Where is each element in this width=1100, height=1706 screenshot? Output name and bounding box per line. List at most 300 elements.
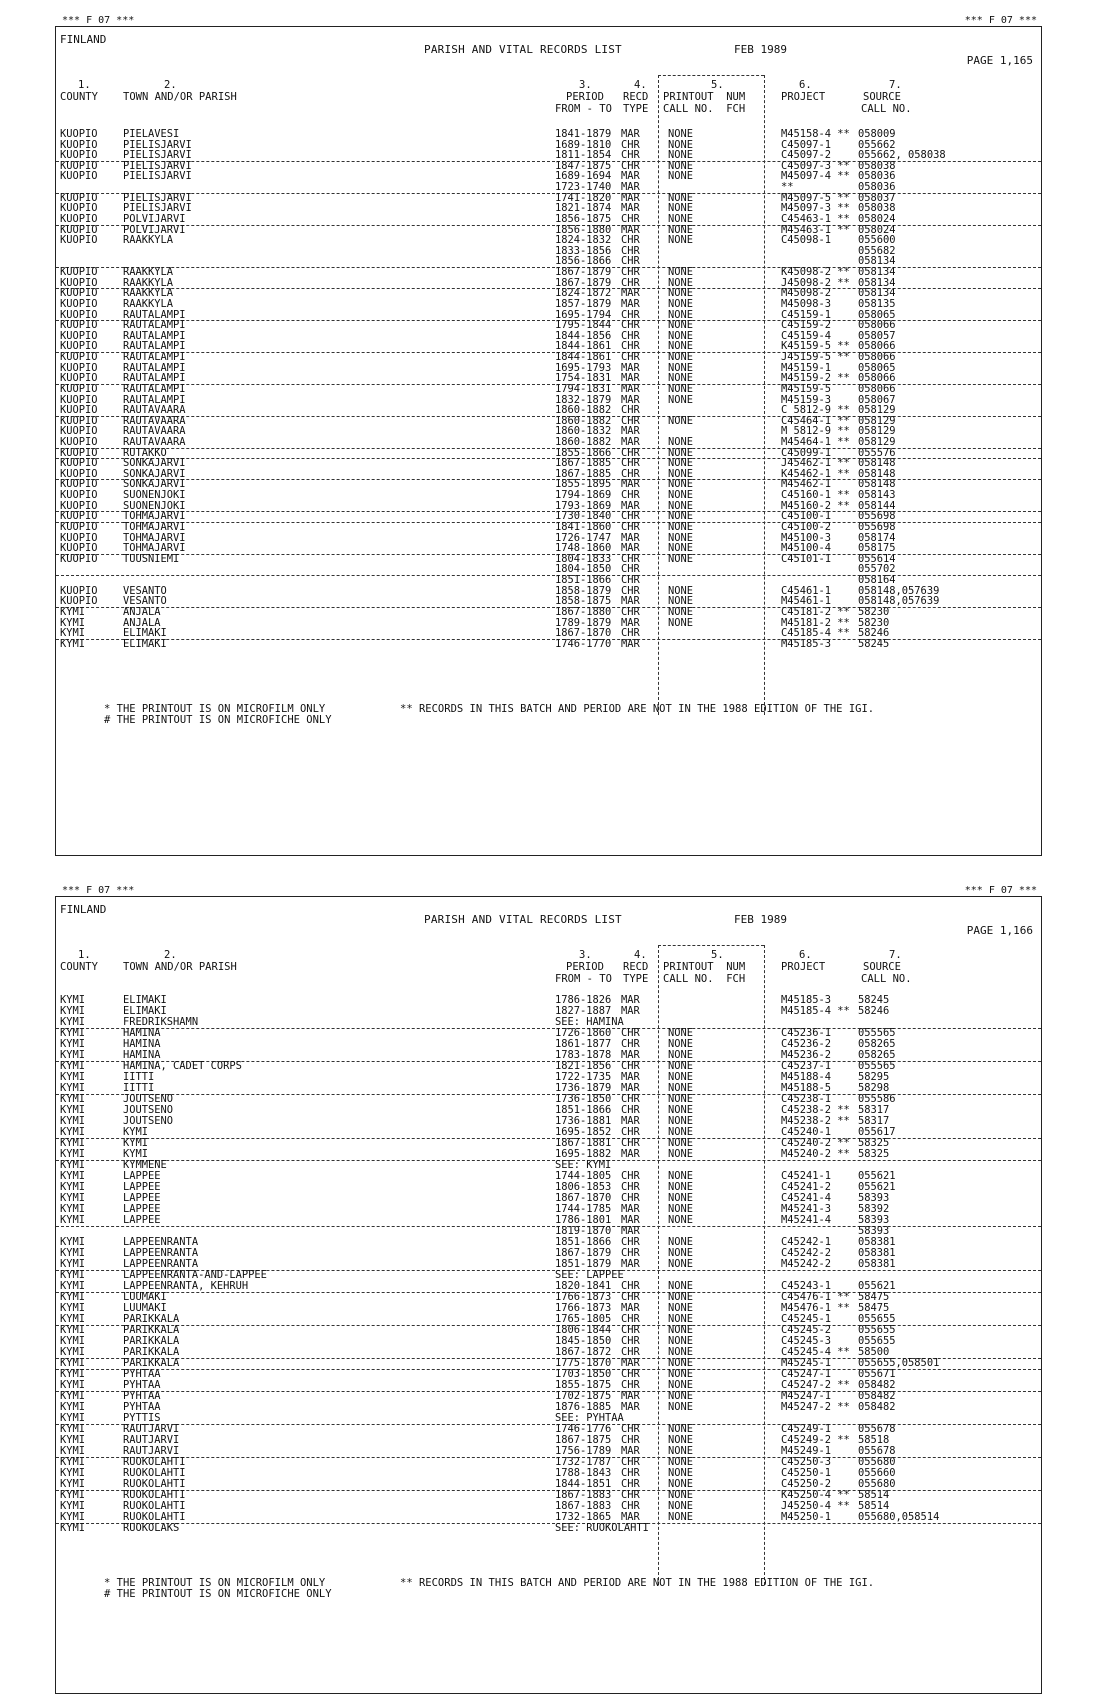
cell-record-type: CHR	[621, 1104, 640, 1116]
col4-number: 4.	[634, 79, 647, 91]
cell-printout: NONE	[668, 340, 694, 353]
cell-project: K45159-5 **	[781, 340, 850, 353]
cell-parish: RAUTALAMPI	[123, 393, 186, 406]
cell-printout: NONE	[668, 1137, 694, 1149]
cell-parish: POLVIJARVI	[123, 223, 186, 236]
cell-period: 1794-1869	[555, 489, 612, 502]
cell-record-type: CHR	[621, 1335, 640, 1347]
cell-source-call-no: 058381	[858, 1258, 896, 1270]
cell-record-type: MAR	[621, 531, 640, 544]
cell-period: 1819-1870	[555, 1225, 612, 1237]
cell-county: KYMI	[60, 1280, 86, 1292]
cell-county: KYMI	[60, 1192, 86, 1204]
cell-county: KYMI	[60, 1335, 86, 1347]
cell-county: KYMI	[60, 1126, 86, 1138]
cell-record-type: MAR	[621, 637, 640, 650]
cell-record-type: MAR	[621, 1203, 640, 1215]
cell-record-type: MAR	[621, 1357, 640, 1369]
cell-record-type: CHR	[621, 234, 640, 247]
cell-source-call-no: 58317	[858, 1115, 890, 1127]
cell-project: M45464-1 **	[781, 435, 850, 448]
cell-project: C45160-1 **	[781, 489, 850, 502]
cell-record-type: CHR	[621, 212, 640, 225]
cell-county: KUOPIO	[60, 404, 98, 417]
cell-county: KUOPIO	[60, 287, 98, 300]
table-row	[56, 1215, 1041, 1227]
col7-label: SOURCE	[863, 961, 901, 973]
table-row	[56, 1457, 1041, 1468]
note-microfilm: * THE PRINTOUT IS ON MICROFILM ONLY	[104, 1577, 326, 1589]
table-row	[56, 1281, 1041, 1293]
cell-record-type: MAR	[621, 595, 640, 608]
cell-parish: PYHTAA	[123, 1401, 161, 1413]
list-title: PARISH AND VITAL RECORDS LIST	[424, 43, 622, 56]
cell-project: M45188-5	[781, 1082, 832, 1094]
cell-county: KYMI	[60, 1038, 86, 1050]
cell-source-call-no: 055576	[858, 446, 896, 459]
cell-record-type: MAR	[621, 1148, 640, 1160]
cell-parish: PARIKKALA	[123, 1324, 180, 1336]
cell-printout: NONE	[668, 584, 694, 597]
cell-record-type: CHR	[621, 510, 640, 523]
table-row	[56, 1193, 1041, 1204]
cell-county: KYMI	[60, 1016, 86, 1028]
cell-source-call-no: 058143	[858, 489, 896, 502]
cell-printout: NONE	[668, 191, 694, 204]
cell-source-call-no: 58325	[858, 1148, 890, 1160]
cell-parish: RUOKOLAHTI	[123, 1478, 186, 1490]
cell-period: 1726-1747	[555, 531, 612, 544]
cell-source-call-no: 055678	[858, 1423, 896, 1435]
cell-period: 1867-1879	[555, 1247, 612, 1259]
cell-project: J45462-1 **	[781, 457, 850, 470]
cell-parish: ANJALA	[123, 605, 161, 618]
cell-period: 1789-1879	[555, 616, 612, 629]
cell-record-type: MAR	[621, 478, 640, 491]
cell-printout: NONE	[668, 212, 694, 225]
cell-source-call-no: 055565	[858, 1027, 896, 1039]
cell-printout: NONE	[668, 297, 694, 310]
cell-parish: RAUTALAMPI	[123, 372, 186, 385]
cell-record-type: CHR	[621, 1247, 640, 1259]
cell-source-call-no: 058065	[858, 361, 896, 374]
cell-parish: TOHMAJARVI	[123, 531, 186, 544]
cell-printout: NONE	[668, 1346, 694, 1358]
table-row	[56, 1435, 1041, 1446]
cell-project: M45185-3	[781, 637, 832, 650]
cell-record-type: MAR	[621, 128, 640, 140]
cell-source-call-no: 058144	[858, 499, 896, 512]
table-row	[56, 1248, 1041, 1259]
cell-source-call-no: 058134	[858, 287, 896, 300]
cell-project: K45250-4 **	[781, 1489, 850, 1501]
table-row	[56, 299, 1041, 310]
cell-county: KYMI	[60, 1027, 86, 1039]
cell-period: 1723-1740	[555, 181, 612, 194]
cell-county: KUOPIO	[60, 191, 98, 204]
cell-parish: RAUTALAMPI	[123, 329, 186, 342]
cell-period: 1736-1879	[555, 1082, 612, 1094]
cell-county: KUOPIO	[60, 584, 98, 597]
cell-source-call-no: 055565	[858, 1060, 896, 1072]
cell-parish: KYMI	[123, 1137, 149, 1149]
cell-printout: NONE	[668, 287, 694, 300]
cell-parish: ELIMAKI	[123, 627, 167, 640]
cell-printout: NONE	[668, 1181, 694, 1193]
cell-printout: NONE	[668, 1445, 694, 1457]
cell-project: M45158-4 **	[781, 128, 850, 140]
cell-printout: NONE	[668, 382, 694, 395]
cell-period: 1844-1856	[555, 329, 612, 342]
cell-period: 1783-1878	[555, 1049, 612, 1061]
cell-record-type: MAR	[621, 616, 640, 629]
note-microfiche: # THE PRINTOUT IS ON MICROFICHE ONLY	[104, 714, 332, 726]
table-row	[56, 1160, 1041, 1171]
cell-source-call-no: 58298	[858, 1082, 890, 1094]
cell-period: 1703-1850	[555, 1368, 612, 1380]
cell-printout: NONE	[668, 1082, 694, 1094]
cell-parish: JOUTSENO	[123, 1104, 174, 1116]
cell-printout: NONE	[668, 1291, 694, 1303]
cell-source-call-no: 058038	[858, 202, 896, 215]
cell-parish: RAUTALAMPI	[123, 319, 186, 332]
cell-parish: KYMMENE	[123, 1159, 167, 1171]
cell-source-call-no: 058148,057639	[858, 595, 940, 608]
cell-record-type: MAR	[621, 1005, 640, 1017]
table-row	[56, 1303, 1041, 1314]
cell-record-type: CHR	[621, 414, 640, 427]
cell-county: KUOPIO	[60, 489, 98, 502]
cell-parish: KYMI	[123, 1148, 149, 1160]
cell-period: 1867-1870	[555, 627, 612, 640]
cell-source-call-no: 58392	[858, 1203, 890, 1215]
cell-parish: KYMI	[123, 1126, 149, 1138]
cell-source-call-no: 58514	[858, 1500, 890, 1512]
cell-project: C45181-2 **	[781, 605, 850, 618]
cell-parish: RUOKOLAHTI	[123, 1467, 186, 1479]
cell-county: KYMI	[60, 1093, 86, 1105]
cell-period: 1858-1879	[555, 584, 612, 597]
cell-parish: PYHTAA	[123, 1390, 161, 1402]
cell-source-call-no: 058148	[858, 478, 896, 491]
cell-project: C45238-1	[781, 1093, 832, 1105]
cell-printout: NONE	[668, 520, 694, 533]
cell-county: KYMI	[60, 1346, 86, 1358]
cell-printout: NONE	[668, 308, 694, 321]
cell-county: KUOPIO	[60, 308, 98, 321]
cell-period: 1824-1832	[555, 234, 612, 247]
col7-sub: CALL NO.	[861, 103, 912, 115]
printout-box-top	[658, 75, 764, 76]
cell-period: 1867-1883	[555, 1500, 612, 1512]
cell-project: M45181-2 **	[781, 616, 850, 629]
cell-record-type: CHR	[621, 1093, 640, 1105]
cell-period: SEE: HAMINA	[555, 1016, 624, 1028]
cell-county: KYMI	[60, 1005, 86, 1017]
cell-parish: PYTTIS	[123, 1412, 161, 1424]
cell-county: KUOPIO	[60, 128, 98, 140]
cell-period: 1851-1866	[555, 1104, 612, 1116]
cell-parish: SUONENJOKI	[123, 499, 186, 512]
cell-period: 1856-1866	[555, 255, 612, 268]
cell-period: 1793-1869	[555, 499, 612, 512]
col5-sub: CALL NO. FCH	[663, 973, 746, 985]
list-title: PARISH AND VITAL RECORDS LIST	[424, 913, 622, 926]
cell-parish: SONKAJARVI	[123, 457, 186, 470]
cell-printout: NONE	[668, 446, 694, 459]
cell-printout: NONE	[668, 595, 694, 608]
table-row	[56, 1039, 1041, 1050]
cell-record-type: CHR	[621, 1434, 640, 1446]
cell-record-type: CHR	[621, 276, 640, 289]
cell-county: KUOPIO	[60, 446, 98, 459]
cell-project: M45159-3	[781, 393, 832, 406]
cell-period: 1775-1870	[555, 1357, 612, 1369]
cell-printout: NONE	[668, 1467, 694, 1479]
cell-period: 1851-1879	[555, 1258, 612, 1270]
cell-parish: PIELISJARVI	[123, 149, 192, 162]
col3-sub: FROM - TO	[555, 973, 612, 985]
cell-source-call-no: 058009	[858, 128, 896, 140]
cell-county: KUOPIO	[60, 212, 98, 225]
cell-county: KYMI	[60, 1082, 86, 1094]
cell-record-type: MAR	[621, 1082, 640, 1094]
cell-county: KUOPIO	[60, 457, 98, 470]
cell-printout: NONE	[668, 1071, 694, 1083]
cell-project: M45159-1	[781, 361, 832, 374]
cell-county: KUOPIO	[60, 138, 98, 151]
cell-record-type: MAR	[621, 361, 640, 374]
cell-period: 1689-1810	[555, 138, 612, 151]
batch-marker-right: *** F 07 ***	[964, 15, 1037, 26]
cell-period: SEE: RUOKOLAHTI	[555, 1522, 649, 1534]
cell-county: KYMI	[60, 1115, 86, 1127]
cell-printout: NONE	[668, 1236, 694, 1248]
cell-project: J45250-4 **	[781, 1500, 850, 1512]
cell-source-call-no: 055698	[858, 510, 896, 523]
cell-parish: LAPPEE	[123, 1214, 161, 1226]
cell-source-call-no: 055680,058514	[858, 1511, 940, 1523]
cell-printout: NONE	[668, 616, 694, 629]
cell-printout: NONE	[668, 319, 694, 332]
cell-record-type: CHR	[621, 138, 640, 151]
cell-project: C 5812-9 **	[781, 404, 850, 417]
cell-source-call-no: 058148	[858, 457, 896, 470]
cell-printout: NONE	[668, 1500, 694, 1512]
cell-parish: SONKAJARVI	[123, 478, 186, 491]
cell-county: KYMI	[60, 1456, 86, 1468]
cell-record-type: MAR	[621, 1258, 640, 1270]
table-row	[56, 1182, 1041, 1193]
cell-county: KYMI	[60, 1489, 86, 1501]
cell-record-type: CHR	[621, 1368, 640, 1380]
col7-sub: CALL NO.	[861, 973, 912, 985]
cell-county: KUOPIO	[60, 467, 98, 480]
cell-printout: NONE	[668, 266, 694, 279]
cell-parish: FREDRIKSHAMN	[123, 1016, 199, 1028]
cell-parish: LAPPEENRANTA-AND-LAPPEE	[123, 1269, 267, 1281]
cell-project: C45241-2	[781, 1181, 832, 1193]
cell-period: 1732-1865	[555, 1511, 612, 1523]
cell-period: 1766-1873	[555, 1302, 612, 1314]
table-row	[56, 1369, 1041, 1380]
cell-record-type: MAR	[621, 1071, 640, 1083]
cell-record-type: MAR	[621, 287, 640, 300]
cell-project: M45247-2 **	[781, 1401, 850, 1413]
cell-parish: PIELISJARVI	[123, 138, 192, 151]
table-row	[56, 1204, 1041, 1215]
cell-project: C45097-3 **	[781, 159, 850, 172]
cell-project: **	[781, 181, 794, 194]
cell-project: M45241-3	[781, 1203, 832, 1215]
cell-project: M45160-2 **	[781, 499, 850, 512]
cell-parish: ELIMAKI	[123, 1005, 167, 1017]
cell-county: KYMI	[60, 1060, 86, 1072]
cell-printout: NONE	[668, 351, 694, 364]
col2-number: 2.	[164, 949, 177, 961]
cell-project: C45236-2	[781, 1038, 832, 1050]
cell-source-call-no: 058381	[858, 1247, 896, 1259]
cell-county: KYMI	[60, 1522, 86, 1534]
cell-printout: NONE	[668, 128, 694, 140]
cell-record-type: CHR	[621, 627, 640, 640]
cell-source-call-no: 58475	[858, 1291, 890, 1303]
cell-source-call-no: 058482	[858, 1390, 896, 1402]
cell-period: SEE: KYMI	[555, 1159, 612, 1171]
table-row	[56, 607, 1041, 618]
cell-project: C45245-2	[781, 1324, 832, 1336]
cell-parish: PIELISJARVI	[123, 170, 192, 183]
table-row	[56, 522, 1041, 533]
cell-source-call-no: 055671	[858, 1368, 896, 1380]
cell-county: KYMI	[60, 627, 86, 640]
cell-period: 1732-1787	[555, 1456, 612, 1468]
cell-county: KYMI	[60, 1467, 86, 1479]
cell-period: 1860-1882	[555, 414, 612, 427]
cell-source-call-no: 058057	[858, 329, 896, 342]
cell-period: 1855-1866	[555, 446, 612, 459]
cell-parish: LAPPEE	[123, 1170, 161, 1182]
cell-period: 1833-1856	[555, 244, 612, 257]
table-row	[56, 618, 1041, 629]
table-row	[56, 1149, 1041, 1161]
cell-parish: TOHMAJARVI	[123, 542, 186, 555]
cell-printout: NONE	[668, 489, 694, 502]
sheet-page-1166	[55, 885, 1042, 1694]
cell-county: KYMI	[60, 1445, 86, 1457]
cell-project: M45242-2	[781, 1258, 832, 1270]
cell-parish: RAAKKYLA	[123, 266, 174, 279]
cell-project: M45462-1	[781, 478, 832, 491]
cell-record-type: CHR	[621, 1467, 640, 1479]
cell-record-type: CHR	[621, 1291, 640, 1303]
cell-source-call-no: 58393	[858, 1225, 890, 1237]
col1-number: 1.	[78, 79, 91, 91]
cell-period: 1827-1887	[555, 1005, 612, 1017]
cell-parish: HAMINA	[123, 1027, 161, 1039]
cell-period: 1756-1789	[555, 1445, 612, 1457]
cell-parish: PIELISJARVI	[123, 191, 192, 204]
cell-printout: NONE	[668, 435, 694, 448]
cell-source-call-no: 058129	[858, 425, 896, 438]
cell-record-type: CHR	[621, 605, 640, 618]
cell-county: KYMI	[60, 637, 86, 650]
col4-sub: TYPE	[623, 973, 649, 985]
table-row	[56, 1006, 1041, 1017]
cell-county: KYMI	[60, 605, 86, 618]
cell-record-type: MAR	[621, 1445, 640, 1457]
cell-printout: NONE	[668, 1379, 694, 1391]
cell-period: 1804-1850	[555, 563, 612, 576]
cell-printout: NONE	[668, 1203, 694, 1215]
cell-source-call-no: 058066	[858, 319, 896, 332]
cell-source-call-no: 058148	[858, 467, 896, 480]
cell-period: 1722-1735	[555, 1071, 612, 1083]
cell-county: KUOPIO	[60, 552, 98, 565]
cell-record-type: CHR	[621, 1137, 640, 1149]
cell-source-call-no: 058067	[858, 393, 896, 406]
cell-county: KUOPIO	[60, 435, 98, 448]
cell-period: 1806-1853	[555, 1181, 612, 1193]
cell-county: KUOPIO	[60, 361, 98, 374]
cell-source-call-no: 055680	[858, 1478, 896, 1490]
cell-printout: NONE	[668, 414, 694, 427]
cell-printout: NONE	[668, 510, 694, 523]
cell-parish: RUOKOLAHTI	[123, 1511, 186, 1523]
cell-period: 1824-1872	[555, 287, 612, 300]
cell-project: C45241-1	[781, 1170, 832, 1182]
cell-project: J45159-5 **	[781, 351, 850, 364]
cell-county: KUOPIO	[60, 276, 98, 289]
cell-project: C45250-2	[781, 1478, 832, 1490]
cell-printout: NONE	[668, 361, 694, 374]
cell-parish: VESANTO	[123, 584, 167, 597]
table-row	[56, 1171, 1041, 1182]
cell-county: KYMI	[60, 1203, 86, 1215]
cell-printout: NONE	[668, 170, 694, 183]
cell-period: 1867-1875	[555, 1434, 612, 1446]
cell-county: KYMI	[60, 1423, 86, 1435]
cell-county: KUOPIO	[60, 223, 98, 236]
cell-county: KUOPIO	[60, 393, 98, 406]
cell-record-type: CHR	[621, 1027, 640, 1039]
cell-source-call-no: 058129	[858, 414, 896, 427]
cell-printout: NONE	[668, 1115, 694, 1127]
cell-county: KYMI	[60, 1379, 86, 1391]
cell-record-type: CHR	[621, 308, 640, 321]
cell-source-call-no: 058024	[858, 212, 896, 225]
cell-printout: NONE	[668, 234, 694, 247]
cell-record-type: CHR	[621, 467, 640, 480]
country-label: FINLAND	[60, 33, 107, 46]
cell-period: 1794-1831	[555, 382, 612, 395]
cell-project: M 5812-9 **	[781, 425, 850, 438]
cell-source-call-no: 058482	[858, 1401, 896, 1413]
table-row	[56, 639, 1041, 650]
col4-number: 4.	[634, 949, 647, 961]
cell-record-type: CHR	[621, 1192, 640, 1204]
cell-county: KYMI	[60, 1368, 86, 1380]
cell-county: KYMI	[60, 1357, 86, 1369]
cell-source-call-no: 058129	[858, 404, 896, 417]
col1-label: COUNTY	[60, 961, 98, 973]
cell-county: KUOPIO	[60, 510, 98, 523]
cell-period: 1867-1880	[555, 605, 612, 618]
cell-record-type: MAR	[621, 435, 640, 448]
cell-county: KYMI	[60, 1269, 86, 1281]
cell-parish: RAUTAVAARA	[123, 435, 186, 448]
cell-project: M45461-1	[781, 595, 832, 608]
